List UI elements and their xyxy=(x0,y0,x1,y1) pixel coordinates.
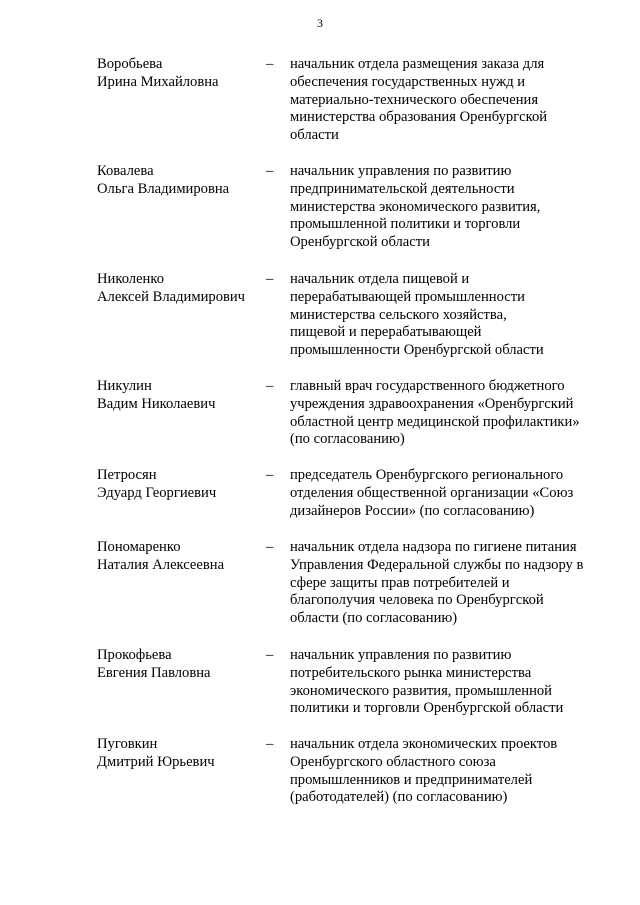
description-line: материально-технического обеспечения xyxy=(290,91,539,108)
dash-separator: – xyxy=(266,467,274,483)
person-name xyxy=(97,271,262,307)
person-name xyxy=(97,539,262,575)
description-line: областной центр медицинской профилактики» xyxy=(290,413,580,430)
description-line: промышленной политики и торговли xyxy=(290,216,521,233)
person-name xyxy=(97,378,262,414)
dash-separator: – xyxy=(266,539,274,555)
given-names: Наталия Алексеевна xyxy=(97,556,225,573)
given-names: Ольга Владимировна xyxy=(97,180,230,197)
dash-separator: – xyxy=(266,163,274,179)
dash-separator: – xyxy=(266,56,274,72)
description-line: дизайнеров России» (по согласованию) xyxy=(290,502,535,519)
given-names: Дмитрий Юрьевич xyxy=(97,753,215,770)
description-line: области (по согласованию) xyxy=(290,610,458,627)
position-description xyxy=(290,539,605,628)
person-name xyxy=(97,736,262,772)
description-line: председатель Оренбургского регионального xyxy=(290,467,564,483)
surname: Воробьева xyxy=(97,56,163,72)
surname: Никулин xyxy=(97,378,152,394)
person-name xyxy=(97,647,262,683)
person-name xyxy=(97,56,262,92)
dash-separator: – xyxy=(266,647,274,663)
description-line: экономического развития, промышленной xyxy=(290,682,552,699)
description-line: начальник управления по развитию xyxy=(290,163,512,179)
description-line: министерства сельского хозяйства, xyxy=(290,306,507,323)
surname: Прокофьева xyxy=(97,647,172,663)
description-line: министерства образования Оренбургской xyxy=(290,109,548,126)
dash-separator: – xyxy=(266,271,274,287)
description-line: начальник отдела надзора по гигиене питания xyxy=(290,539,577,555)
description-line: перерабатывающей промышленности xyxy=(290,288,525,305)
given-names: Вадим Николаевич xyxy=(97,395,216,412)
description-line: промышленников и предпринимателей xyxy=(290,771,533,788)
given-names: Алексей Владимирович xyxy=(97,288,246,305)
position-description xyxy=(290,736,605,807)
dash-separator: – xyxy=(266,736,274,752)
description-line: Оренбургского областного союза xyxy=(290,753,496,770)
position-description xyxy=(290,647,605,718)
description-line: Оренбургской области xyxy=(290,234,430,251)
description-line: начальник управления по развитию xyxy=(290,647,512,663)
dash-separator: – xyxy=(266,378,274,394)
surname: Николенко xyxy=(97,271,165,287)
given-names: Ирина Михайловна xyxy=(97,73,219,90)
description-line: области xyxy=(290,127,339,144)
description-line: политики и торговли Оренбургской области xyxy=(290,700,564,717)
person-name xyxy=(97,467,262,503)
description-line: Управления Федеральной службы по надзору в xyxy=(290,556,584,573)
description-line: промышленности Оренбургской области xyxy=(290,342,544,359)
description-line: благополучия человека по Оренбургской xyxy=(290,592,544,609)
position-description xyxy=(290,56,605,145)
surname: Пономаренко xyxy=(97,539,181,555)
person-name xyxy=(97,163,262,199)
position-description xyxy=(290,378,605,449)
description-line: начальник отдела размещения заказа для xyxy=(290,56,545,72)
position-description xyxy=(290,467,605,520)
description-line: обеспечения государственных нужд и xyxy=(290,73,526,90)
description-line: (по согласованию) xyxy=(290,431,405,448)
description-line: потребительского рынка министерства xyxy=(290,664,532,681)
description-line: (работодателей) (по согласованию) xyxy=(290,789,508,806)
description-line: пищевой и перерабатывающей xyxy=(290,324,482,341)
given-names: Эдуард Георгиевич xyxy=(97,484,217,501)
description-line: предпринимательской деятельности xyxy=(290,180,515,197)
surname: Ковалева xyxy=(97,163,154,179)
position-description xyxy=(290,271,605,360)
description-line: министерства экономического развития, xyxy=(290,198,541,215)
position-description xyxy=(290,163,605,252)
description-line: сфере защиты прав потребителей и xyxy=(290,574,510,591)
page-number: 3 xyxy=(317,16,323,30)
surname: Петросян xyxy=(97,467,157,483)
description-line: отделения общественной организации «Союз xyxy=(290,484,574,501)
description-line: начальник отдела экономических проектов xyxy=(290,736,558,752)
description-line: начальник отдела пищевой и xyxy=(290,271,470,287)
surname: Пуговкин xyxy=(97,736,158,752)
description-line: главный врач государственного бюджетного xyxy=(290,378,565,394)
given-names: Евгения Павловна xyxy=(97,664,211,681)
description-line: учреждения здравоохранения «Оренбургский xyxy=(290,395,574,412)
